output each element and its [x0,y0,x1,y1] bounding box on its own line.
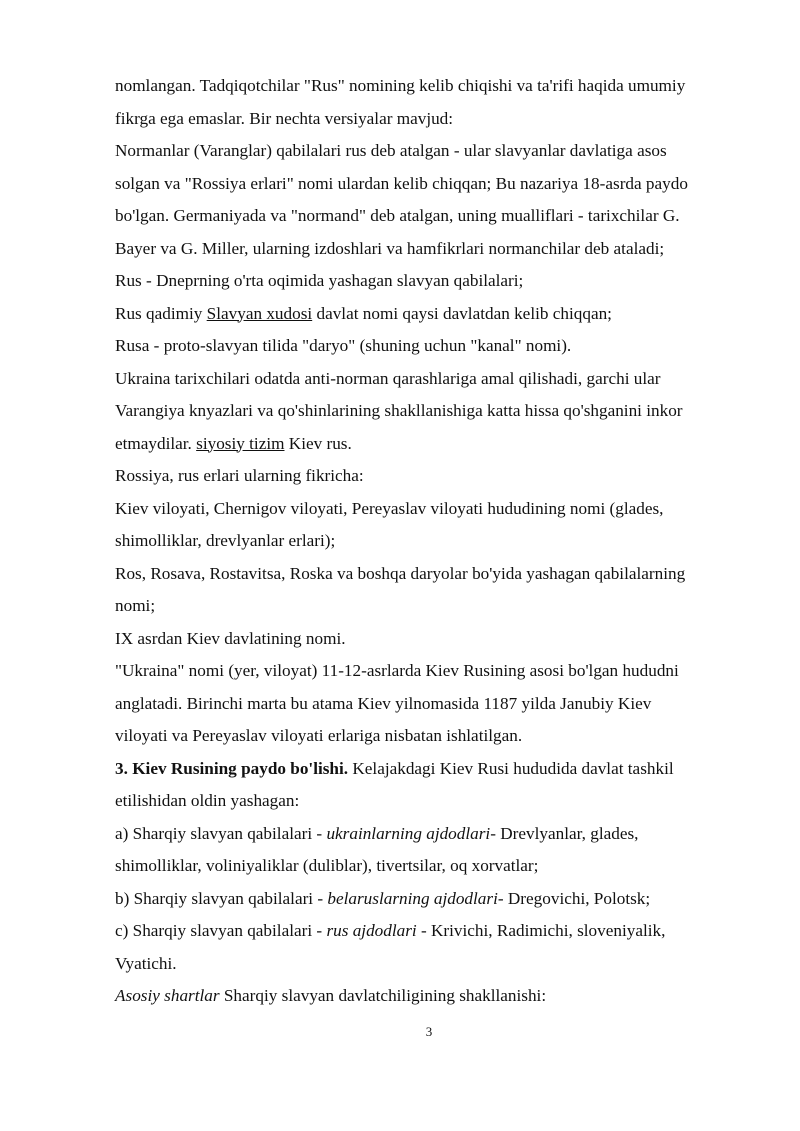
text-line: Ros, Rosava, Rostavitsa, Roska va boshqa daryolar bo'yida yashagan qabilalarning [115,563,686,583]
slavyan-xudosi-link[interactable]: Slavyan xudosi [206,303,313,323]
text-segment: - Dregovichi, Polotsk; [497,888,651,908]
list-item [115,883,715,916]
text-line: Vyatichi. [115,953,177,973]
text-segment: Kiev rus. [284,433,352,453]
text-line: bo'lgan. Germaniyada va "normand" deb atalgan, uning mualliflari - tarixchilar G. [115,206,680,225]
text-line [115,980,715,1013]
text-segment: - Drevlyanlar, glades, [490,823,639,843]
text-segment: Kelajakdagi Kiev Rusi hududida davlat tashkil [348,758,674,778]
text-line: Bayer va G. Miller, ularning izdoshlari va hamfikrlari normanchilar deb ataladi; [115,238,665,258]
italic-term: ukrainlarning ajdodlari [326,823,491,843]
document-body [115,70,715,1013]
text-segment: Rus qadimiy [115,303,207,323]
text-segment: a) Sharqiy slavyan qabilalari - [115,823,327,843]
list-item [115,818,715,851]
text-segment: b) Sharqiy slavyan qabilalari - [115,888,328,908]
text-segment: - Krivichi, Radimichi, sloveniyalik, [416,921,666,940]
section-heading-line [115,753,715,786]
text-line: viloyati va Pereyaslav viloyati erlariga nisbatan ishlatilgan. [115,726,523,745]
italic-term: rus ajdodlari [326,921,417,940]
siyosiy-tizim-link[interactable]: siyosiy tizim [196,433,285,453]
text-line: shimolliklar, drevlyanlar erlari); [115,531,336,550]
italic-term: belaruslarning ajdodlari [327,888,498,908]
text-segment: etmaydilar. [115,433,197,453]
section-heading: 3. Kiev Rusining paydo bo'lishi. [115,758,349,778]
text-line: anglatadi. Birinchi marta bu atama Kiev yilnomasida 1187 yilda Janubiy Kiev [115,693,652,713]
italic-term: Asosiy shartlar [115,986,220,1005]
text-line: Ukraina tarixchilari odatda anti-norman qarashlariga amal qilishadi, garchi ular [115,368,661,388]
text-line: nomlangan. Tadqiqotchilar "Rus" nomining kelib chiqishi va ta'rifi haqida umumiy [115,76,686,95]
text-line: IX asrdan Kiev davlatining nomi. [115,628,346,648]
text-line: Normanlar (Varanglar) qabilalari rus deb atalgan - ular slavyanlar davlatiga asos [115,141,667,160]
list-item [115,915,715,948]
text-line: fikrga ega emaslar. Bir nechta versiyalar mavjud: [115,108,454,128]
text-line: "Ukraina" nomi (yer, viloyat) 11-12-asrlarda Kiev Rusining asosi bo'lgan hududni [115,661,679,680]
text-line: Rossiya, rus erlari ularning fikricha: [115,466,364,485]
text-line: Varangiya knyazlari va qo'shinlarining shakllanishiga katta hissa qo'shganini inkor [115,401,683,420]
text-line [115,298,715,331]
text-line: nomi; [115,596,156,615]
text-line: Rusa - proto-slavyan tilida "daryo" (shuning uchun "kanal" nomi). [115,336,572,355]
text-segment: davlat nomi qaysi davlatdan kelib chiqqan; [312,303,612,323]
text-line: solgan va "Rossiya erlari" nomi ulardan kelib chiqqan; Bu nazariya 18-asrda paydo [115,173,688,193]
text-segment: Sharqiy slavyan davlatchiligining shakllanishi: [219,986,547,1005]
text-line: Kiev viloyati, Chernigov viloyati, Pereyaslav viloyati hududining nomi (glades, [115,498,664,518]
page-number: 3 [425,1024,433,1039]
text-segment: c) Sharqiy slavyan qabilalari - [115,921,327,940]
text-line: Rus - Dneprning o'rta oqimida yashagan slavyan qabilalari; [115,271,524,290]
text-line [115,428,715,461]
text-line: etilishidan oldin yashagan: [115,791,300,810]
text-line: shimolliklar, voliniyaliklar (duliblar), tivertsilar, oq xorvatlar; [115,856,539,875]
